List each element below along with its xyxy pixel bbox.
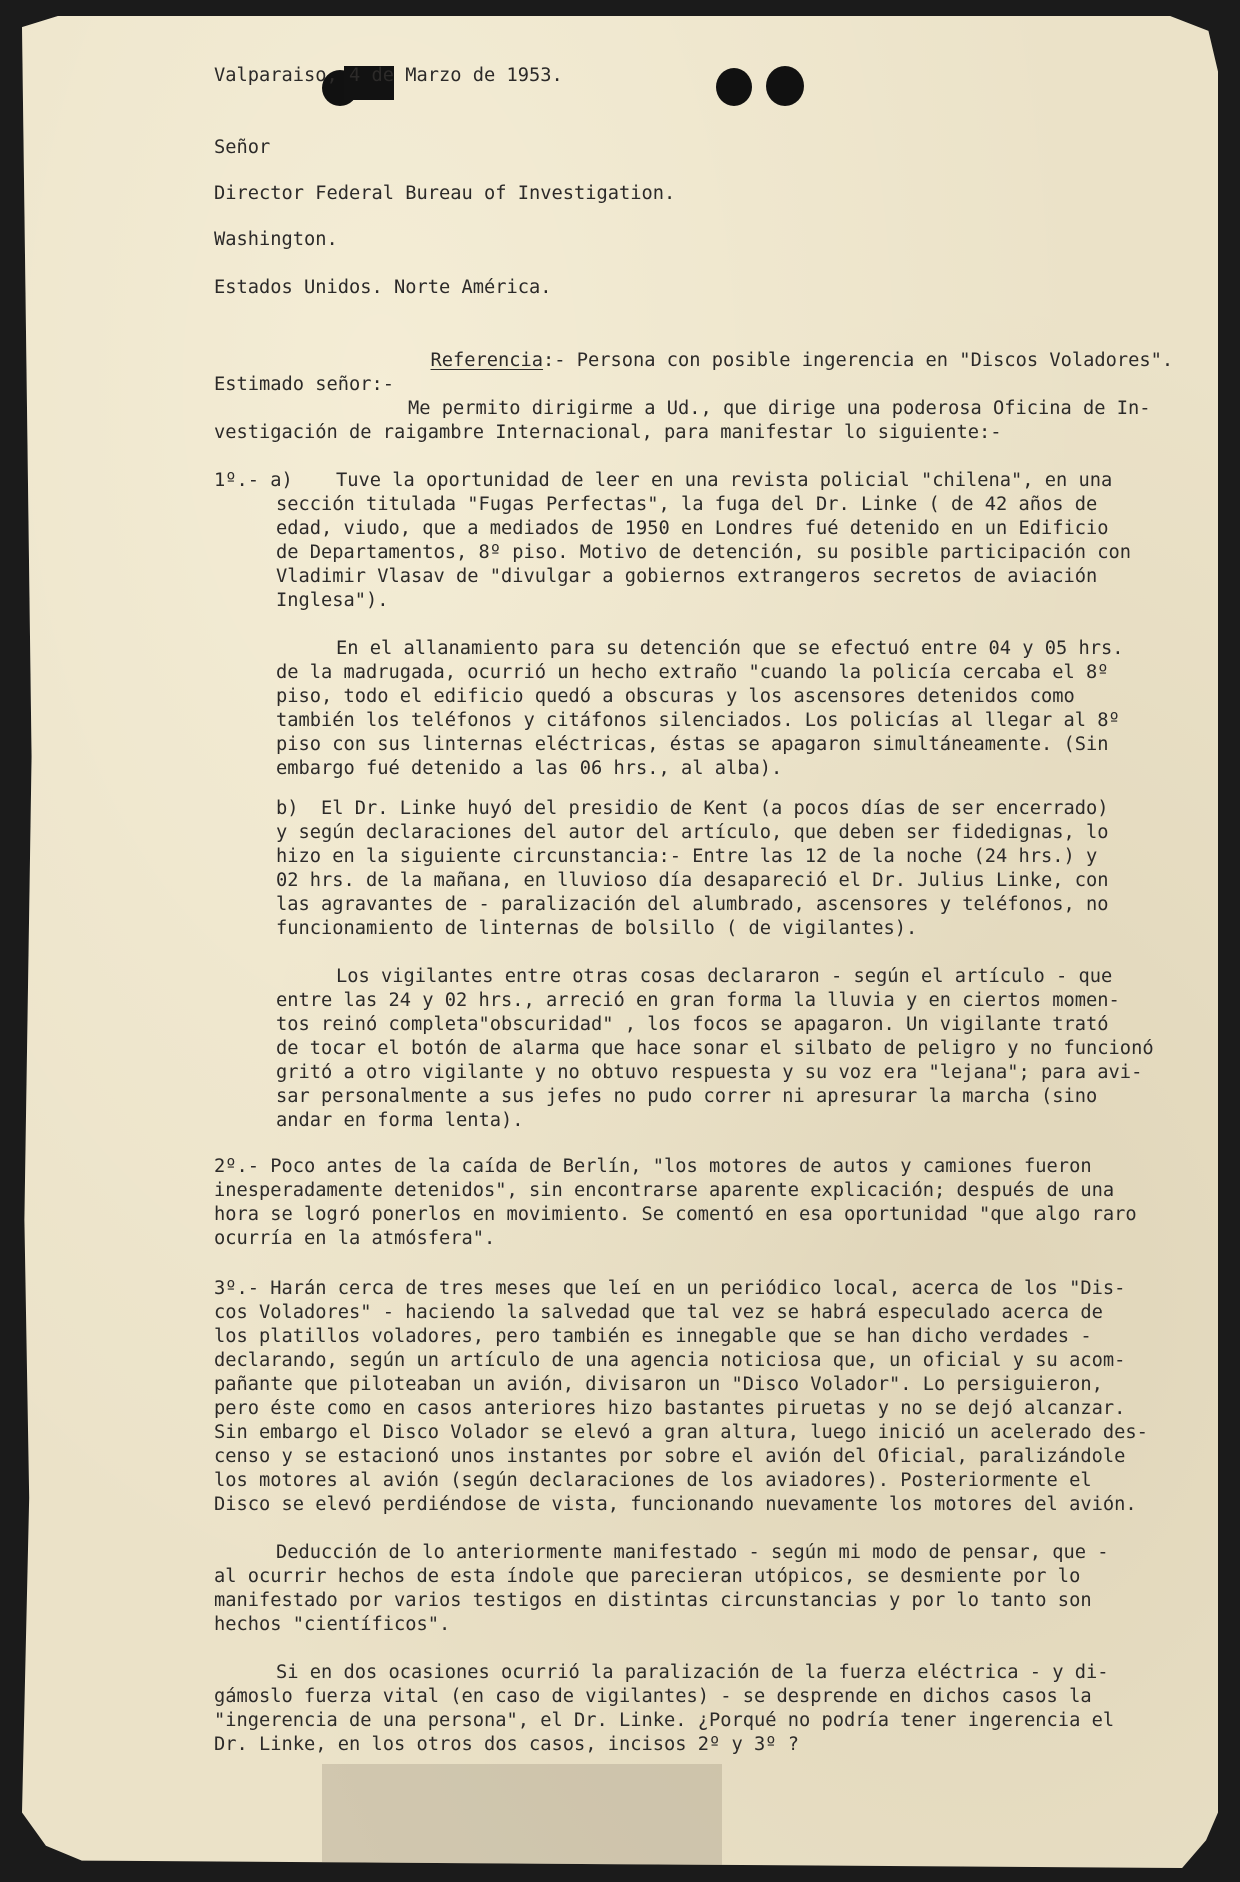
section-1b-line: hizo en la siguiente circunstancia:- Entre las 12 de la noche (24 hrs.) y xyxy=(276,846,1098,867)
section-1a-cont-line: embargo fué detenido a las 06 hrs., al alba). xyxy=(276,758,783,779)
intro-line: vestigación de raigambre Internacional, para manifestar lo siguiente:- xyxy=(214,422,1002,443)
section-1a-cont-line: En el allanamiento para su detención que se efectuó entre 04 y 05 hrs. xyxy=(336,638,1124,659)
reference-text: :- Persona con posible ingerencia en "Discos Voladores". xyxy=(543,350,1174,371)
conclusion-line: Dr. Linke, en los otros dos casos, incisos 2º y 3º ? xyxy=(214,1734,800,1755)
intro-line: Me permito dirigirme a Ud., que dirige una poderosa Oficina de In- xyxy=(408,398,1151,419)
deduction-line: al ocurrir hechos de esta índole que parecieran utópicos, se desmiente por lo xyxy=(214,1566,1081,1587)
section-3-line: los motores al avión (según declaraciones de los aviadores). Posteriormente el xyxy=(214,1470,1092,1491)
deduction-line: manifestado por varios testigos en distintas circunstancias y por lo tanto son xyxy=(214,1590,1092,1611)
section-1b-cont-line: andar en forma lenta). xyxy=(276,1110,524,1131)
section-1b-cont-line: sar personalmente a sus jefes no pudo correr ni apresurar la marcha (sino xyxy=(276,1086,1098,1107)
section-3-line: Sin embargo el Disco Volador se elevó a gran altura, luego inició un acelerado des- xyxy=(214,1422,1148,1443)
section-1a-cont-line: piso, todo el edificio quedó a obscuras y los ascensores detenidos como xyxy=(276,686,1075,707)
addressee-country: Estados Unidos. Norte América. xyxy=(214,277,552,298)
section-1b-cont-line: gritó a otro vigilante y no obtuvo respuesta y su voz era "lejana"; para avi- xyxy=(276,1062,1143,1083)
section-1b-line: b) El Dr. Linke huyó del presidio de Kent (a pocos días de ser encerrado) xyxy=(276,798,1109,819)
date-line: Valparaiso, 4 de Marzo de 1953. xyxy=(214,65,563,86)
section-1a-cont-line: piso con sus linternas eléctricas, éstas se apagaron simultáneamente. (Sin xyxy=(276,734,1109,755)
section-2-line: 2º.- Poco antes de la caída de Berlín, "los motores de autos y camiones fueron xyxy=(214,1156,1092,1177)
section-1a-line: de Departamentos, 8º piso. Motivo de detención, su posible participación con xyxy=(276,542,1132,563)
section-1a-line: sección titulada "Fugas Perfectas", la fuga del Dr. Linke ( de 42 años de xyxy=(276,494,1098,515)
salutation-title: Señor xyxy=(214,137,271,158)
section-1b-line: y según declaraciones del autor del artículo, que deben ser fidedignas, lo xyxy=(276,822,1109,843)
punch-hole xyxy=(716,68,752,106)
section-3-line: pero éste como en casos anteriores hizo bastantes piruetas y no se dejó alcanzar. xyxy=(214,1398,1126,1419)
section-1a-lead: 1º.- a) xyxy=(214,470,293,491)
addressee: Director Federal Bureau of Investigation. xyxy=(214,183,676,204)
section-3-line: censo y se estacionó unos instantes por sobre el avión del Oficial, paralizándole xyxy=(214,1446,1126,1467)
deduction-line: Deducción de lo anteriormente manifestado - según mi modo de pensar, que - xyxy=(276,1542,1109,1563)
section-3-line: pañante que piloteaban un avión, divisaron un "Disco Volador". Lo persiguieron, xyxy=(214,1374,1103,1395)
section-1a-line: edad, viudo, que a mediados de 1950 en Londres fué detenido en un Edificio xyxy=(276,518,1109,539)
conclusion-line: gámoslo fuerza vital (en caso de vigilantes) - se desprende en dichos casos la xyxy=(214,1686,1092,1707)
section-2-line: hora se logró ponerlos en movimiento. Se comentó en esa oportunidad "que algo raro xyxy=(214,1204,1137,1225)
punch-hole xyxy=(766,66,804,106)
section-3-line: cos Voladores" - haciendo la salvedad que tal vez se habrá especulado acerca de xyxy=(214,1302,1103,1323)
section-1a-line: Vladimir Vlasav de "divulgar a gobiernos extrangeros secretos de aviación xyxy=(276,566,1098,587)
section-3-line: declarando, según un artículo de una agencia noticiosa que, un oficial y su acom- xyxy=(214,1350,1126,1371)
section-1b-cont-line: de tocar el botón de alarma que hace sonar el silbato de peligro y no funcionó xyxy=(276,1038,1154,1059)
section-1a-cont-line: también los teléfonos y citáfonos silenciados. Los policías al llegar al 8º xyxy=(276,710,1120,731)
section-3-line: Disco se elevó perdiéndose de vista, funcionando nuevamente los motores del avión. xyxy=(214,1494,1137,1515)
conclusion-line: "ingerencia de una persona", el Dr. Linke. ¿Porqué no podría tener ingerencia el xyxy=(214,1710,1115,1731)
paper-stain xyxy=(322,1764,722,1882)
reference-line xyxy=(408,325,1173,373)
section-1a-line: Tuve la oportunidad de leer en una revista policial "chilena", en una xyxy=(336,470,1113,491)
section-2-line: ocurría en la atmósfera". xyxy=(214,1228,496,1249)
section-1b-cont-line: tos reinó completa"obscuridad" , los focos se apagaron. Un vigilante trató xyxy=(276,1014,1109,1035)
deduction-line: hechos "científicos". xyxy=(214,1614,451,1635)
section-1b-line: 02 hrs. de la mañana, en lluvioso día desapareció el Dr. Julius Linke, con xyxy=(276,870,1109,891)
section-1a-cont-line: de la madrugada, ocurrió un hecho extraño "cuando la policía cercaba el 8º xyxy=(276,662,1109,683)
conclusion-line: Si en dos ocasiones ocurrió la paralización de la fuerza eléctrica - y di- xyxy=(276,1662,1109,1683)
section-1b-line: funcionamiento de linternas de bolsillo ( de vigilantes). xyxy=(276,918,918,939)
section-3-line: 3º.- Harán cerca de tres meses que leí en un periódico local, acerca de los "Dis- xyxy=(214,1278,1126,1299)
section-2-line: inesperadamente detenidos", sin encontrarse aparente explicación; después de una xyxy=(214,1180,1115,1201)
section-1b-cont-line: Los vigilantes entre otras cosas declararon - según el artículo - que xyxy=(336,966,1113,987)
section-3-line: los platillos voladores, pero también es innegable que se han dicho verdades - xyxy=(214,1326,1092,1347)
addressee-city: Washington. xyxy=(214,229,338,250)
reference-label: Referencia xyxy=(430,350,544,371)
greeting: Estimado señor:- xyxy=(214,374,395,395)
section-1b-line: las agravantes de - paralización del alumbrado, ascensores y teléfonos, no xyxy=(276,894,1109,915)
section-1a-line: Inglesa"). xyxy=(276,590,389,611)
section-1b-cont-line: entre las 24 y 02 hrs., arreció en gran forma la lluvia y en ciertos momen- xyxy=(276,990,1120,1011)
